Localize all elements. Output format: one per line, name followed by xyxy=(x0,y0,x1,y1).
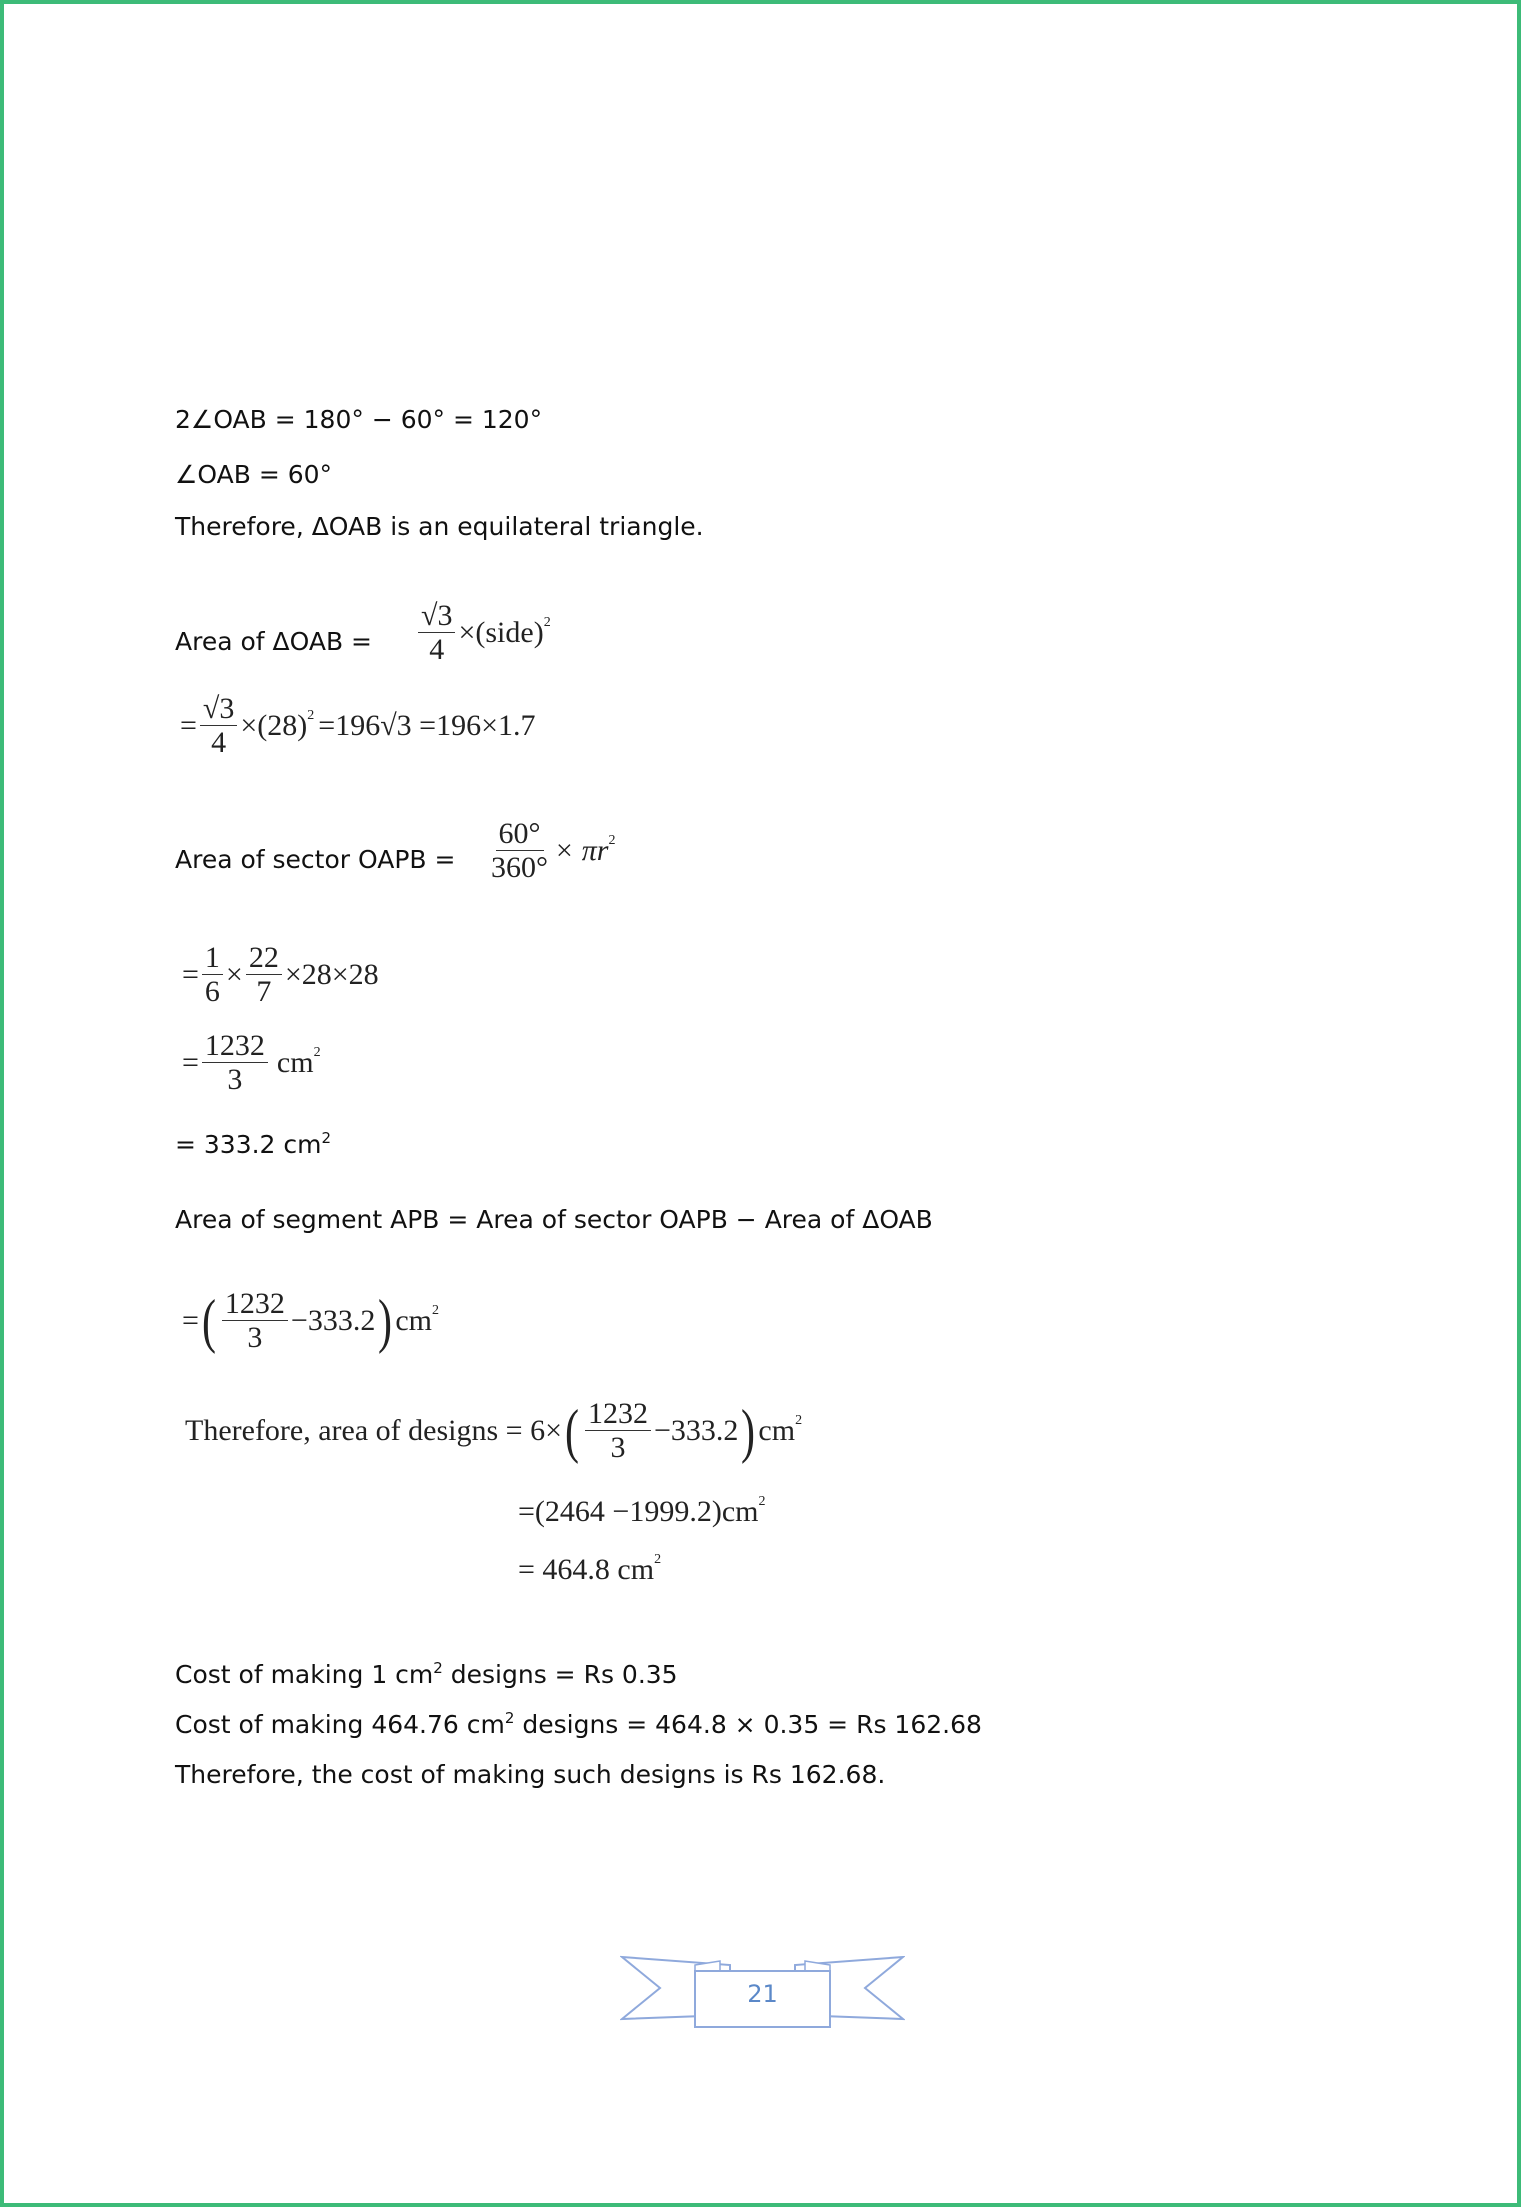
numerator: 1232 xyxy=(222,1288,288,1321)
cost-per-cm2 xyxy=(175,1660,678,1689)
fraction xyxy=(222,1288,288,1354)
exponent: 2 xyxy=(431,1302,439,1318)
equation-line-angle-oab: ∠OAB = 60° xyxy=(175,460,333,489)
area-designs-step xyxy=(518,1495,765,1529)
paren-open: ( xyxy=(201,1287,216,1354)
fraction xyxy=(202,1030,268,1096)
exponent: 2 xyxy=(654,1552,662,1567)
numerator: √3 xyxy=(200,693,237,726)
denominator: 360° xyxy=(491,850,548,884)
formula-tail: =196√3 =196×1.7 xyxy=(318,708,536,742)
exponent: 2 xyxy=(313,1044,321,1060)
area-designs-result xyxy=(518,1553,661,1587)
fraction xyxy=(200,693,237,759)
text-part: Cost of making 1 cm xyxy=(175,1660,434,1689)
area-segment-statement: Area of segment APB = Area of sector OAPB − Area of ΔOAB xyxy=(175,1205,933,1234)
fraction xyxy=(488,818,551,884)
formula-rest: ×(28) xyxy=(240,708,308,742)
text-part: designs = Rs 0.35 xyxy=(442,1660,678,1689)
numerator: √3 xyxy=(418,600,455,633)
equals: = xyxy=(182,957,199,991)
numerator: 22 xyxy=(246,942,282,975)
fraction xyxy=(202,942,223,1008)
paren-open: ( xyxy=(565,1397,580,1464)
unit: cm xyxy=(276,1045,314,1079)
area-segment-calculation xyxy=(182,1288,439,1354)
equals: = xyxy=(182,1303,199,1337)
exponent: 2 xyxy=(758,1494,766,1509)
formula-rest: ×(side) xyxy=(458,615,544,649)
area-triangle-formula xyxy=(415,600,551,666)
formula-rest: ×28×28 xyxy=(284,957,379,991)
formula-rest: −333.2 xyxy=(654,1413,739,1447)
equation-line-2-angle-oab: 2∠OAB = 180° − 60° = 120° xyxy=(175,405,543,434)
area-triangle-label: Area of ΔOAB = xyxy=(175,627,373,656)
text-part: designs = 464.8 × 0.35 = Rs 162.68 xyxy=(514,1710,982,1739)
denominator: 3 xyxy=(227,1062,243,1096)
formula-label: Therefore, area of designs = 6× xyxy=(185,1413,563,1447)
times: × xyxy=(225,957,243,991)
denominator: 3 xyxy=(610,1430,626,1464)
exponent: 2 xyxy=(433,1659,443,1677)
denominator: 4 xyxy=(429,632,445,666)
fraction xyxy=(418,600,455,666)
formula-result: = 464.8 cm xyxy=(518,1553,655,1586)
statement-equilateral: Therefore, ΔOAB is an equilateral triangle. xyxy=(175,512,704,541)
cost-conclusion: Therefore, the cost of making such designs is Rs 162.68. xyxy=(175,1760,886,1789)
paren-close: ) xyxy=(378,1287,393,1354)
exponent: 2 xyxy=(321,1129,332,1147)
page-number: 21 xyxy=(747,1980,778,2008)
formula-rest: × πr xyxy=(554,833,609,867)
denominator: 3 xyxy=(247,1320,263,1354)
area-sector-formula xyxy=(485,818,615,884)
area-sector-calculation xyxy=(182,942,379,1008)
cost-total-calculation xyxy=(175,1710,982,1739)
numerator: 1 xyxy=(202,942,223,975)
formula-step: =(2464 −1999.2)cm xyxy=(518,1495,759,1528)
exponent: 2 xyxy=(795,1412,803,1428)
result-text: = 333.2 cm xyxy=(175,1130,322,1159)
numerator: 1232 xyxy=(202,1030,268,1063)
denominator: 7 xyxy=(256,974,272,1008)
text-part: Cost of making 464.76 cm xyxy=(175,1710,505,1739)
denominator: 6 xyxy=(204,974,220,1008)
unit: cm xyxy=(758,1413,796,1447)
paren-close: ) xyxy=(741,1397,756,1464)
equals: = xyxy=(180,708,197,742)
exponent: 2 xyxy=(543,614,551,630)
equals: = xyxy=(182,1045,199,1079)
fraction xyxy=(246,942,282,1008)
numerator: 1232 xyxy=(585,1398,651,1431)
unit: cm xyxy=(395,1303,432,1337)
exponent: 2 xyxy=(307,707,315,723)
exponent: 2 xyxy=(608,832,616,848)
formula-rest: −333.2 xyxy=(290,1303,376,1337)
area-triangle-calculation xyxy=(180,693,536,759)
area-sector-label: Area of sector OAPB = xyxy=(175,845,456,874)
area-designs-calculation xyxy=(185,1398,802,1464)
area-sector-result xyxy=(175,1130,331,1159)
exponent: 2 xyxy=(504,1709,515,1727)
numerator: 60° xyxy=(496,818,544,851)
fraction xyxy=(585,1398,651,1464)
denominator: 4 xyxy=(211,725,227,759)
area-sector-result-fraction xyxy=(182,1030,321,1096)
